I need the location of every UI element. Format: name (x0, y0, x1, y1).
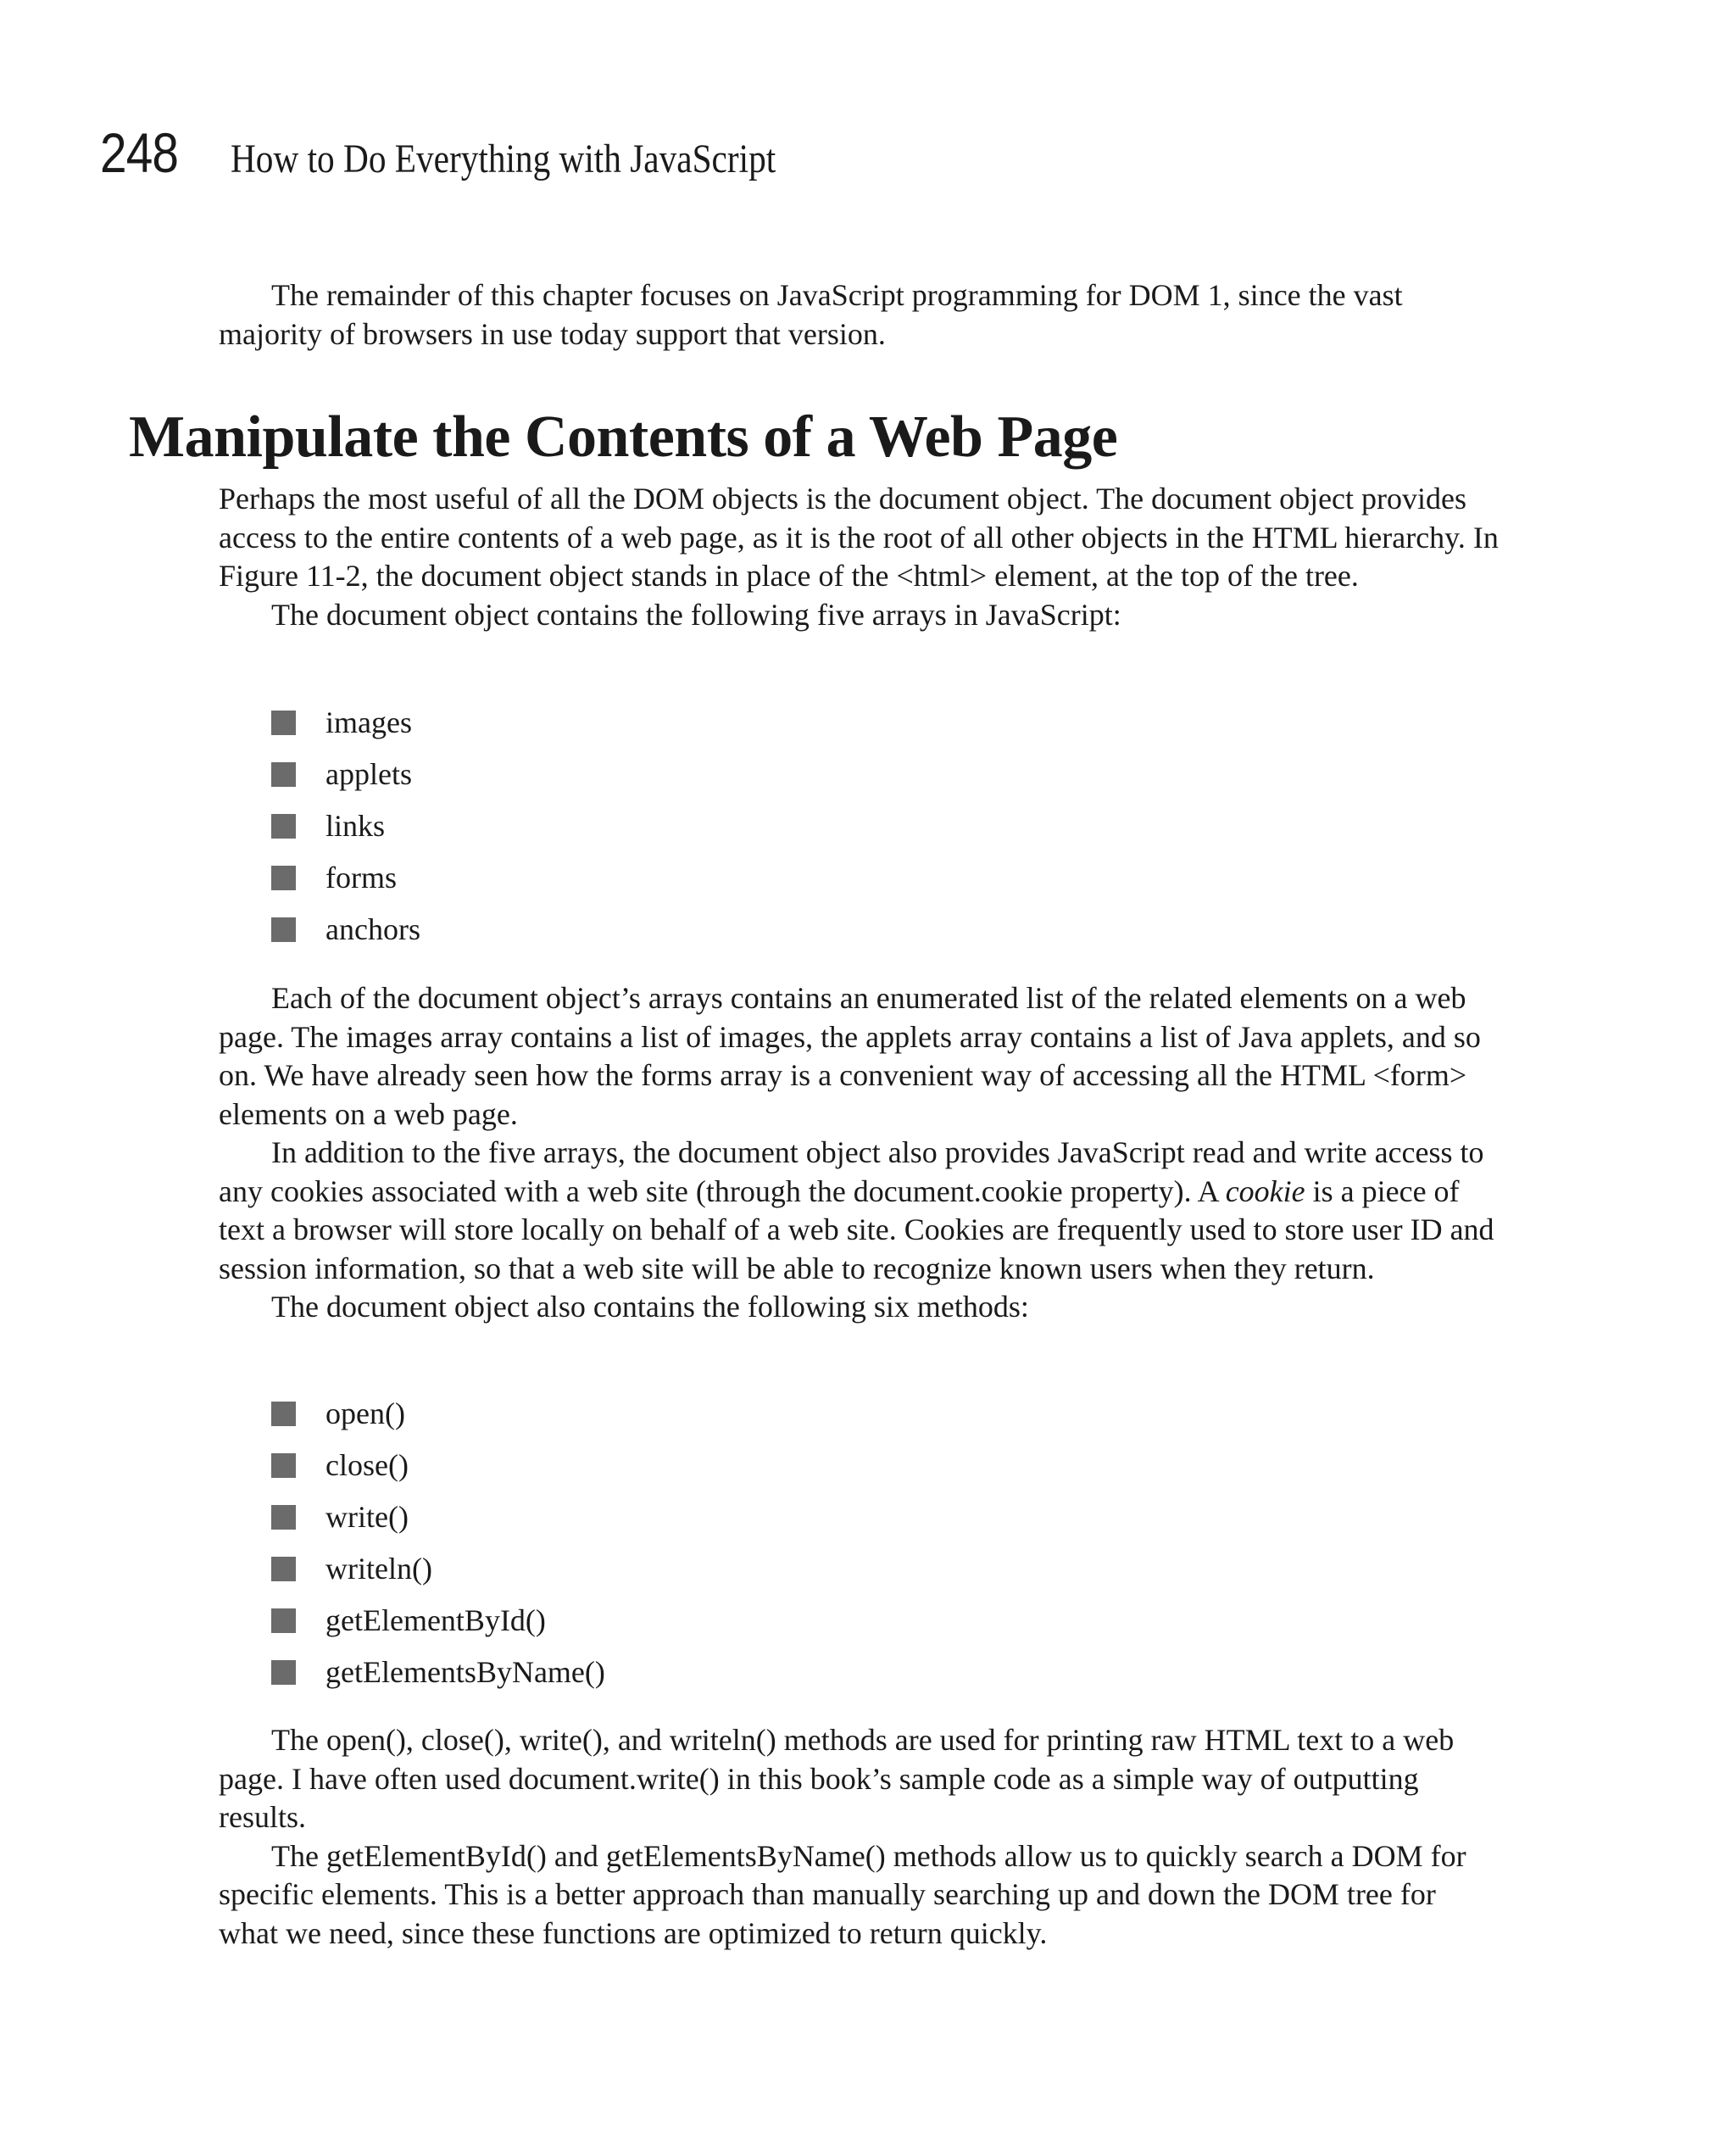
list-item: close() (271, 1440, 605, 1491)
list-item: anchors (271, 904, 420, 956)
list-item: applets (271, 749, 420, 800)
list-item: links (271, 800, 420, 852)
paragraph-document-object: Perhaps the most useful of all the DOM objects is the document object. The document object provides access to the entire contents of a web page, as it is the root of all other objects in the HTML hierarchy. In Figure 11-2, the document object stands in place of the <html> element, at the top of the tree. (219, 482, 1499, 593)
list-item: getElementById() (271, 1595, 605, 1647)
square-bullet-icon (271, 917, 296, 942)
square-bullet-icon (271, 814, 296, 839)
square-bullet-icon (271, 1660, 296, 1685)
section-block-2 (219, 979, 1499, 1327)
section-block-3 (219, 1721, 1499, 1953)
list-item: write() (271, 1491, 605, 1543)
section-block-1 (219, 480, 1499, 634)
square-bullet-icon (271, 711, 296, 735)
square-bullet-icon (271, 1608, 296, 1633)
paragraph-cookies: In addition to the five arrays, the document object also provides JavaScript read and write access to any cookies associated with a web site (through the document.cookie property). A cookie is a piece of text a browser will store locally on behalf of a web site. Cookies are frequently used to store user ID and session information, so that a web site will be able to recognize known users when they return. (219, 1135, 1494, 1285)
list-item: open() (271, 1388, 605, 1440)
paragraph-arrays-intro: The document object contains the following five arrays in JavaScript: (271, 597, 1121, 632)
paragraph-methods-intro: The document object also contains the following six methods: (271, 1290, 1029, 1324)
section-heading: Manipulate the Contents of a Web Page (129, 404, 1118, 470)
square-bullet-icon (271, 1505, 296, 1530)
methods-list (271, 1388, 605, 1698)
arrays-list (271, 697, 420, 956)
list-item: forms (271, 852, 420, 904)
list-item: images (271, 697, 420, 749)
square-bullet-icon (271, 866, 296, 890)
running-title: How to Do Everything with JavaScript (231, 137, 776, 181)
square-bullet-icon (271, 1557, 296, 1581)
paragraph-search-methods: The getElementById() and getElementsByName() methods allow us to quickly search a DOM for specific elements. This is a better approach than manually searching up and down the DOM tree for what we need, since these functions are optimized to return quickly. (219, 1838, 1466, 1950)
page-header (100, 120, 865, 188)
paragraph-write-methods: The open(), close(), write(), and writeln() methods are used for printing raw HTML text to a web page. I have often used document.write() in this book’s sample code as a simple way of outputting results. (219, 1723, 1455, 1834)
cookie-term: cookie (1225, 1173, 1305, 1208)
paragraph-arrays-explained: Each of the document object’s arrays contains an enumerated list of the related elements on a web page. The images array contains a list of images, the applets array contains a list of Java applets, and so on. We have already seen how the forms array is a convenient way of accessing all the HTML <form> elements on a web page. (219, 981, 1481, 1131)
square-bullet-icon (271, 762, 296, 787)
list-item: writeln() (271, 1543, 605, 1595)
square-bullet-icon (271, 1453, 296, 1478)
intro-block (219, 276, 1499, 354)
list-item: getElementsByName() (271, 1647, 605, 1698)
intro-paragraph: The remainder of this chapter focuses on JavaScript programming for DOM 1, since the vast majority of browsers in use today support that version. (219, 278, 1403, 351)
square-bullet-icon (271, 1402, 296, 1426)
page-number: 248 (100, 121, 179, 184)
